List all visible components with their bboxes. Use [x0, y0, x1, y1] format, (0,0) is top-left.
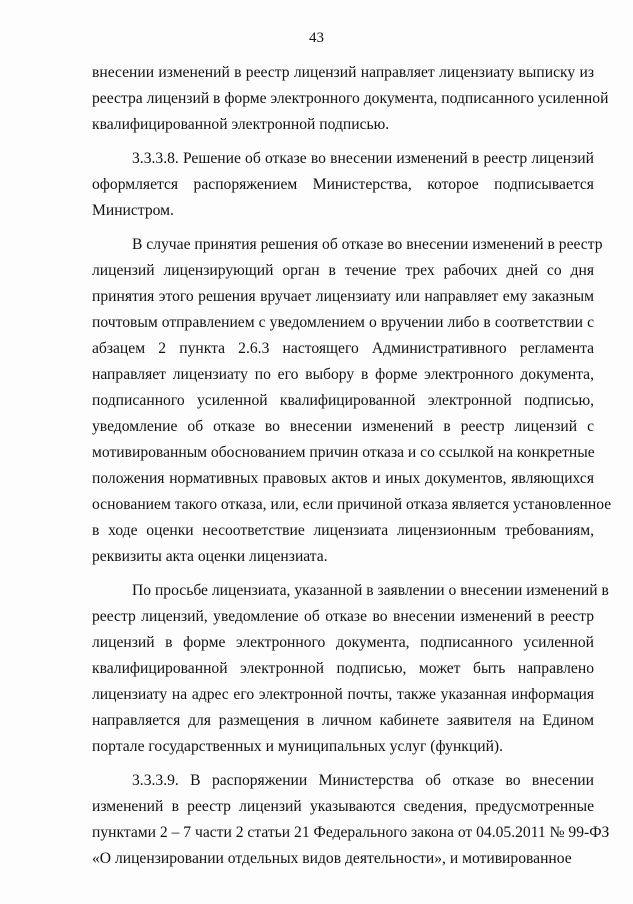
text-line: 3.3.3.8. Решение об отказе во внесении изменений в реестр лицензий — [132, 150, 594, 167]
text-line: лицензиату на адрес его электронной почты, также указанная информация — [92, 686, 594, 703]
text-line: принятия этого решения вручает лицензиату или направляет ему заказным — [92, 288, 594, 305]
text-line: реестра лицензий в форме электронного документа, подписанного усиленной — [92, 90, 609, 107]
document-body — [92, 60, 612, 872]
text-line: подписанного усиленной квалифицированной электронной подписью, — [92, 392, 594, 409]
text-line: направляется для размещения в личном кабинете заявителя на Едином — [92, 712, 594, 729]
text-line: изменений в реестр лицензий указываются сведения, предусмотренные — [92, 798, 594, 815]
text-line: уведомление об отказе во внесении изменений в реестр лицензий с — [92, 418, 594, 435]
paragraph — [92, 60, 609, 138]
text-line: в ходе оценки несоответствие лицензиата лицензионным требованиям, — [92, 522, 594, 539]
paragraph-gap — [92, 570, 594, 578]
text-line: почтовым отправлением с уведомлением о вручении либо в соответствии с — [92, 314, 594, 331]
text-line: квалифицированной электронной подписью. — [92, 116, 390, 133]
text-line: портале государственных и муниципальных услуг (функций). — [92, 738, 504, 755]
text-line: внесении изменений в реестр лицензий направляет лицензиату выписку из — [92, 64, 594, 81]
paragraph — [92, 232, 612, 570]
text-line: мотивированным обоснованием причин отказа и со ссылкой на конкретные — [92, 444, 595, 461]
text-line: абзацем 2 пункта 2.6.3 настоящего Административного регламента — [92, 340, 594, 357]
text-line: реквизиты акта оценки лицензиата. — [92, 548, 328, 565]
text-line: положения нормативных правовых актов и иных документов, являющихся — [92, 470, 594, 487]
paragraph — [92, 578, 609, 760]
text-line: «О лицензировании отдельных видов деятельности», и мотивированное — [92, 850, 572, 867]
text-line: 3.3.3.9. В распоряжении Министерства об отказе во внесении — [132, 772, 594, 789]
page-number: 43 — [309, 30, 324, 46]
text-line: лицензий лицензирующий орган в течение трех рабочих дней со дня — [92, 262, 594, 279]
paragraph-gap — [92, 138, 594, 146]
text-line: квалифицированной электронной подписью, может быть направлено — [92, 660, 594, 677]
text-line: лицензий в форме электронного документа, подписанного усиленной — [92, 634, 594, 651]
text-line: основанием такого отказа, или, если причиной отказа является установленное — [92, 496, 612, 513]
text-line: реестр лицензий, уведомление об отказе во внесении изменений в реестр — [92, 608, 594, 625]
text-line: По просьбе лицензиата, указанной в заявлении о внесении изменений в — [132, 582, 609, 599]
text-line: оформляется распоряжением Министерства, которое подписывается — [92, 176, 594, 193]
paragraph — [92, 768, 610, 872]
paragraph-gap — [92, 224, 594, 232]
paragraph-gap — [92, 760, 594, 768]
paragraph — [92, 146, 594, 224]
text-line: Министром. — [92, 202, 174, 219]
text-line: направляет лицензиату по его выбору в форме электронного документа, — [92, 366, 594, 383]
text-line: В случае принятия решения об отказе во внесении изменений в реестр — [132, 236, 603, 253]
text-line: пунктами 2 – 7 части 2 статьи 21 Федерального закона от 04.05.2011 № 99-ФЗ — [92, 824, 610, 841]
